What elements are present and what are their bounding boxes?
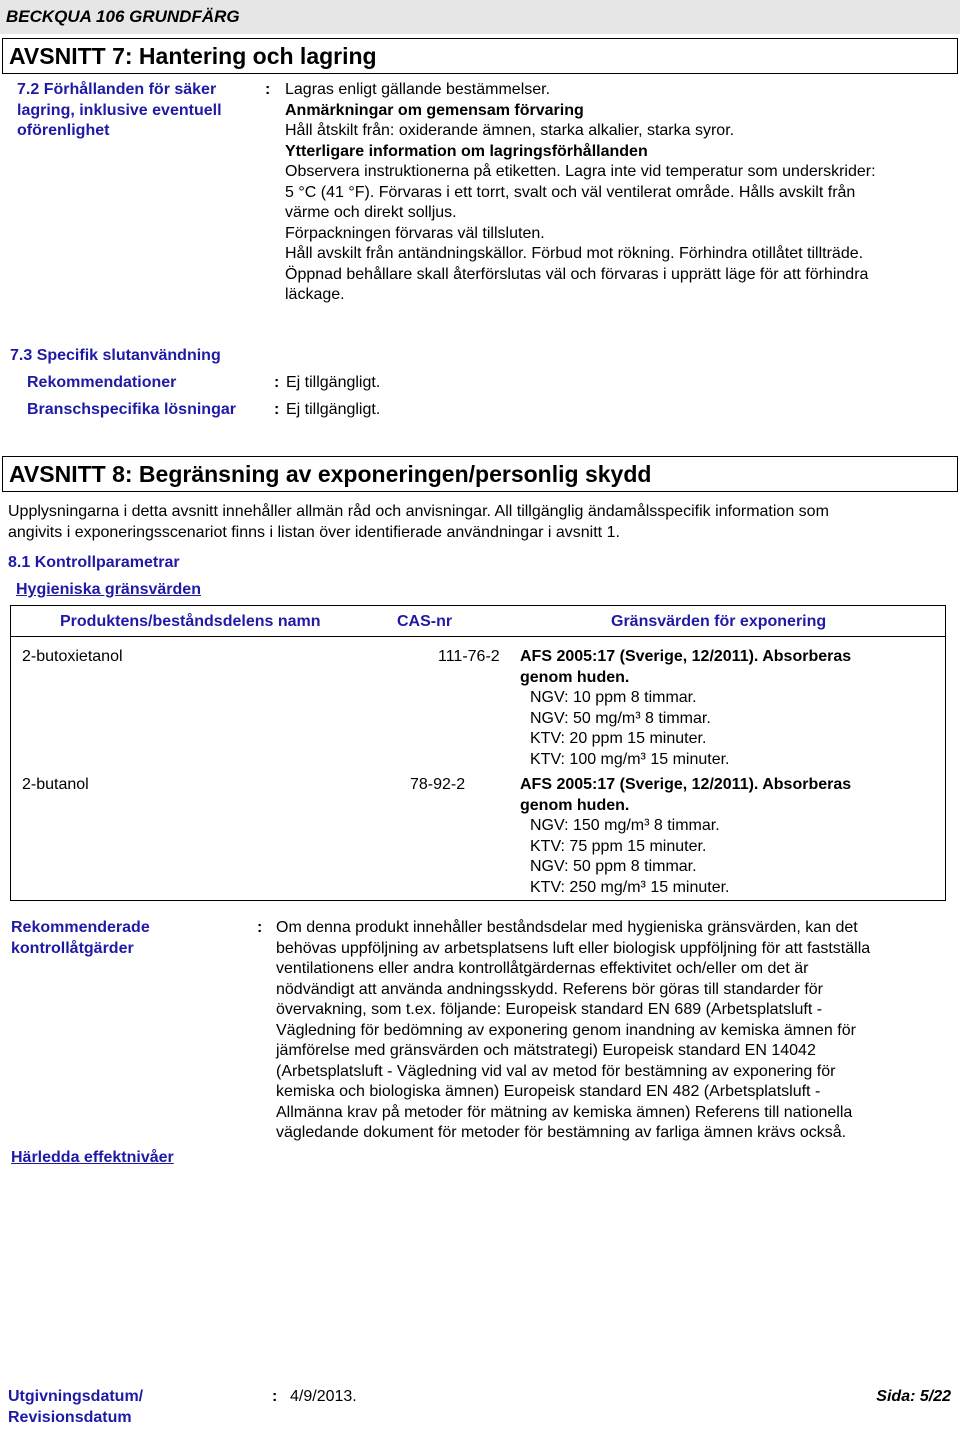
footer-date: 4/9/2013.: [290, 1388, 357, 1405]
derived-effect-levels-title: Härledda effektnivåer: [11, 1149, 174, 1166]
table-row-2-name: 2-butanol: [22, 776, 89, 793]
recommended-controls-label: Rekommenderade kontrollåtgärder: [11, 919, 150, 957]
table-header-name: Produktens/beståndsdelens namn: [60, 613, 321, 630]
section-8-title: AVSNITT 8: Begränsning av exponeringen/personlig skydd: [2, 456, 958, 492]
recommendations-value: Ej tillgängligt.: [286, 374, 381, 391]
page-number: Sida: 5/22: [876, 1388, 951, 1405]
table-row-2-limits: AFS 2005:17 (Sverige, 12/2011). Absorberas genom huden. NGV: 150 mg/m³ 8 timmar. KTV: 75 ppm 15 minuter. NGV: 50 ppm 8 timmar. KTV: 250 mg/m³ 15 minuter.: [520, 776, 852, 896]
table-header-divider: [10, 636, 946, 637]
recommendations-label: Rekommendationer: [27, 374, 177, 391]
table-row-1-limits: AFS 2005:17 (Sverige, 12/2011). Absorberas genom huden. NGV: 10 ppm 8 timmar. NGV: 50 mg/m³ 8 timmar. KTV: 20 ppm 15 minuter. KTV: 100 mg/m³ 15 minuter.: [520, 648, 852, 768]
recommended-controls-colon: :: [257, 919, 263, 936]
s72-colon: :: [265, 81, 271, 98]
table-row-1-cas: 111-76-2: [438, 648, 500, 665]
recommended-controls-text: Om denna produkt innehåller beståndsdelar med hygieniska gränsvärden, kan det behövas uppföljning av arbetsplatsens luft eller biologisk uppföljning för att fastställa ventilationens eller andra kontrollåtgärdernas effektivitet och/eller om det är nödvändigt att använda andningsskydd. Referens bör göras till standarder för övervakning, som t.ex. följande: Europeisk standard EN 689 (Arbetsplatsluft - Vägledning för bedömning av exponering genom inandning av kemiska ämnen för jämförelse med gränsvärden och mätstrategi) Europeisk standard EN 14042 (Arbetsplatsluft - Vägledning vid val av metod för bestämning av exponering för kemiska och biologiska ämnen) Europeisk standard EN 482 (Arbetsplatsluft - Allmänna krav på metoder för mätning av kemiska ämnen) Referens till nationella vägledande dokument för metoder för bestämning av farliga ämnen krävs också.: [276, 919, 871, 1141]
footer-date-label: Utgivningsdatum/ Revisionsdatum: [8, 1388, 144, 1426]
recommendations-colon: :: [274, 374, 280, 391]
s72-label: 7.2 Förhållanden för säker lagring, inklusive eventuell oförenlighet: [17, 81, 222, 139]
industry-solutions-label: Branschspecifika lösningar: [27, 401, 236, 418]
table-row-1-name: 2-butoxietanol: [22, 648, 123, 665]
s73-title: 7.3 Specifik slutanvändning: [10, 347, 221, 364]
s72-text: Lagras enligt gällande bestämmelser. Anmärkningar om gemensam förvaring Håll åtskilt från: oxiderande ämnen, starka alkalier, starka syror. Ytterligare information om lagringsförhållanden Observera instruktionerna på etiketten. Lagra inte vid temperatur som underskrider: 5 °C (41 °F). Förvaras i ett torrt, svalt och väl ventilerat område. Hålls avskilt från värme och direkt solljus. Förpackningen förvaras väl tillsluten. Håll avskilt från antändningskällor. Förbud mot rökning. Förhindra otillåtet tillträde. Öppnad behållare skall återförslutas väl och förvaras i upprätt läge för att förhindra läckage.: [285, 81, 876, 303]
table-header-cas: CAS-nr: [397, 613, 453, 630]
section-8-intro: Upplysningarna i detta avsnitt innehåller allmän råd och anvisningar. All tillgänglig ändamålsspecifik information som angivits i exponeringsscenariot finns i listan över identifierade användningar i avsnitt 1.: [8, 503, 829, 541]
footer-colon: :: [272, 1388, 278, 1405]
hygiene-limits-title: Hygieniska gränsvärden: [16, 581, 201, 598]
section-7-title: AVSNITT 7: Hantering och lagring: [2, 38, 958, 74]
table-header-limits: Gränsvärden för exponering: [611, 613, 827, 630]
industry-solutions-colon: :: [274, 401, 280, 418]
table-row-2-cas: 78-92-2: [410, 776, 466, 793]
s81-title: 8.1 Kontrollparametrar: [8, 554, 180, 571]
industry-solutions-value: Ej tillgängligt.: [286, 401, 381, 418]
product-name: BECKQUA 106 GRUNDFÄRG: [6, 7, 240, 26]
